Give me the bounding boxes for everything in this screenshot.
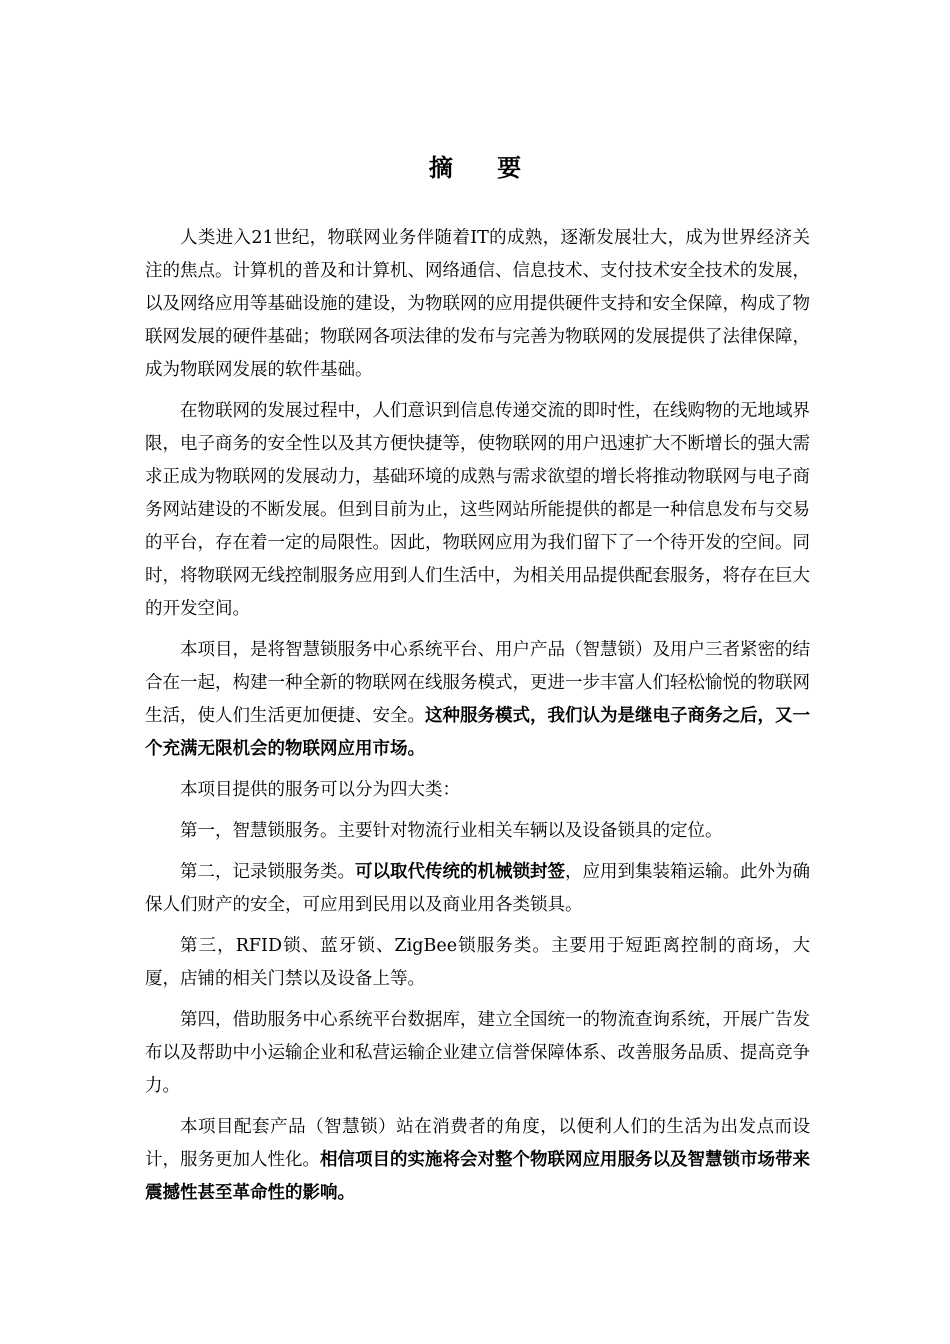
paragraph-5	[145, 815, 810, 848]
paragraph-text: 人类进入21世纪，物联网业务伴随着IT的成熟，逐渐发展壮大，成为世界经济关注的焦点。计算机的普及和计算机、网络通信、信息技术、支付技术安全技术的发展，以及网络应用等基础设施的建设，为物联网的应用提供硬件支持和安全保障，构成了物联网发展的硬件基础；物联网各项法律的发布与完善为物联网的发展提供了法律保障，成为物联网发展的软件基础。	[145, 228, 810, 380]
paragraph-text: 本项目配套产品（智慧锁）站在消费者的角度，以便利人们的生活为出发点而设计，服务更加人性化。	[145, 1117, 810, 1170]
paragraph-1	[145, 222, 810, 387]
paragraph-text: 第二，记录锁服务类。	[180, 862, 355, 882]
paragraph-9	[145, 1111, 810, 1210]
paragraph-text: 第三，RFID锁、蓝牙锁、ZigBee锁服务类。主要用于短距离控制的商场，大厦，店铺的相关门禁以及设备上等。	[145, 936, 810, 989]
abstract-body	[145, 222, 810, 1218]
paragraph-2	[145, 395, 810, 626]
paragraph-text: 第一，智慧锁服务。主要针对物流行业相关车辆以及设备锁具的定位。	[180, 821, 723, 841]
paragraph-8	[145, 1004, 810, 1103]
paragraph-text: 在物联网的发展过程中，人们意识到信息传递交流的即时性，在线购物的无地域界限，电子商务的安全性以及其方便快捷等，使物联网的用户迅速扩大不断增长的强大需求正成为物联网的发展动力，基础环境的成熟与需求欲望的增长将推动物联网与电子商务网站建设的不断发展。但到目前为止，这些网站所能提供的都是一种信息发布与交易的平台，存在着一定的局限性。因此，物联网应用为我们留下了一个待开发的空间。同时，将物联网无线控制服务应用到人们生活中，为相关用品提供配套服务，将存在巨大的开发空间。	[145, 401, 810, 619]
paragraph-text: 第四，借助服务中心系统平台数据库，建立全国统一的物流查询系统，开展广告发布以及帮助中小运输企业和私营运输企业建立信誉保障体系、改善服务品质、提高竞争力。	[145, 1010, 810, 1096]
page-title: 摘 要	[428, 153, 540, 182]
paragraph-text-after: ，应用到集装箱运输。此外为确保人们财产的安全，可应用到民用以及商业用各类锁具。	[145, 862, 810, 915]
paragraph-6	[145, 856, 810, 922]
paragraph-4	[145, 774, 810, 807]
paragraph-text: 本项目，是将智慧锁服务中心系统平台、用户产品（智慧锁）及用户三者紧密的结合在一起，构建一种全新的物联网在线服务模式，更进一步丰富人们轻松愉悦的物联网生活，使人们生活更加便捷、安全。	[145, 640, 810, 726]
paragraph-text: 本项目提供的服务可以分为四大类：	[180, 780, 460, 800]
paragraph-bold-text: 可以取代传统的机械锁封签	[355, 862, 565, 882]
paragraph-bold-text: 相信项目的实施将会对整个物联网应用服务以及智慧锁市场带来震撼性甚至革命性的影响。	[145, 1150, 810, 1203]
paragraph-7	[145, 930, 810, 996]
paragraph-bold-text: 这种服务模式，我们认为是继电子商务之后，又一个充满无限机会的物联网应用市场。	[145, 706, 810, 759]
paragraph-3	[145, 634, 810, 766]
